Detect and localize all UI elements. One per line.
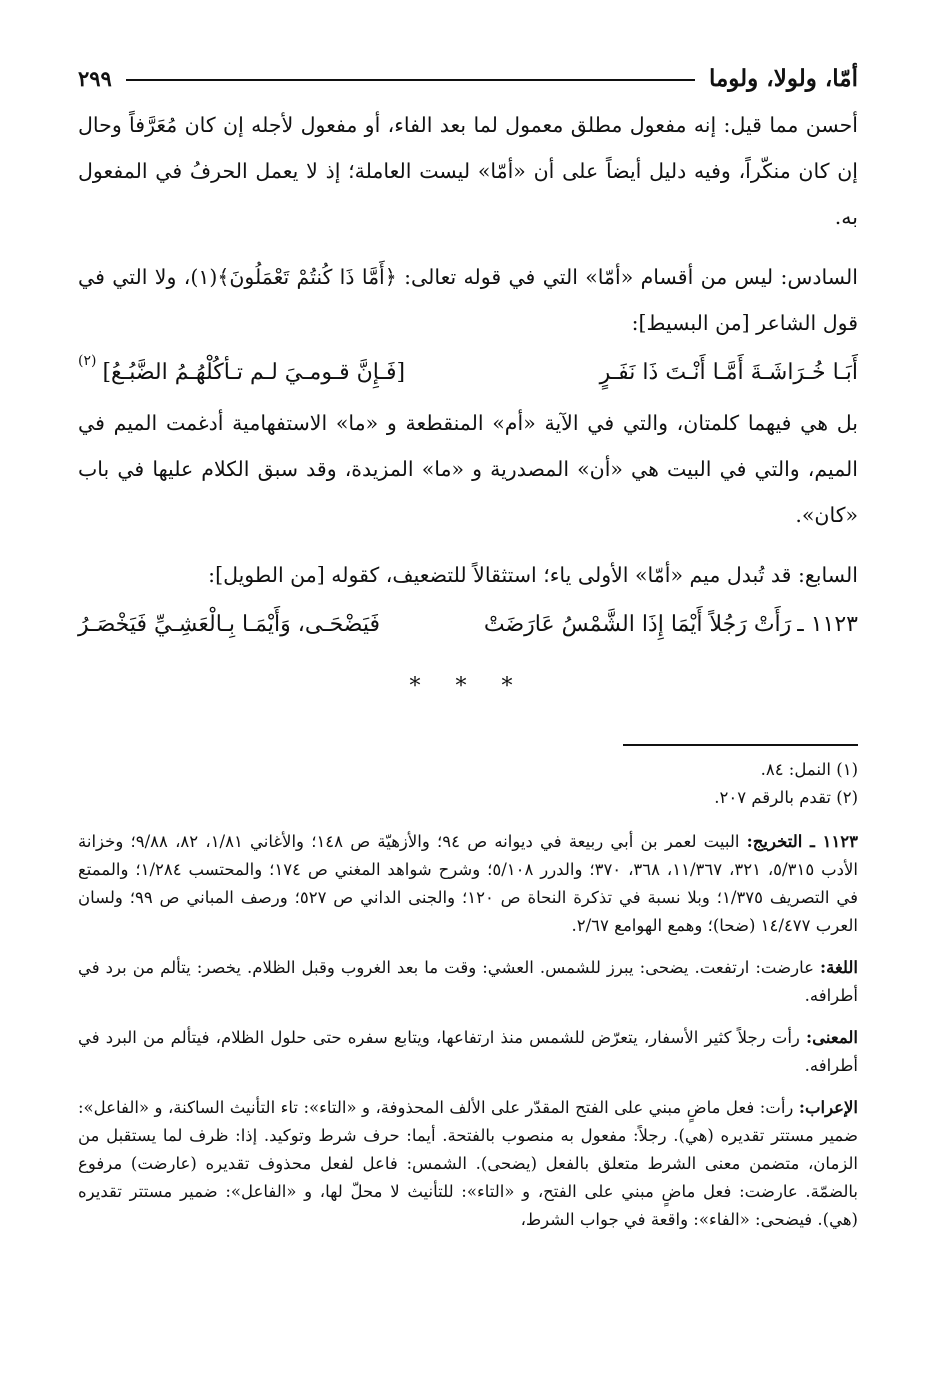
- verse-second-hemistich: فَيَضْحَـى، وَأَيْمَـا بِـالْعَشِـيِّ فَيَخْصَـرُ: [78, 612, 381, 637]
- paragraph: بل هي فيهما كلمتان، والتي في الآية «أم» المنقطعة و «ما» الاستفهامية أدغمت الميم في الميم، والتي في البيت هي «أن» المصدرية و «ما» المزيدة، وقد سبق الكلام عليها في باب «كان».: [78, 411, 858, 527]
- running-header: [78, 58, 858, 98]
- irab-label: الإعراب:: [798, 1098, 859, 1117]
- header-rule: [126, 79, 695, 81]
- irab-text: رأت: فعل ماضٍ مبني على الفتح المقدّر على الألف المحذوفة، و «التاء»: تاء التأنيث الساكنة، و «الفاعل»: ضمير مستتر تقديره (هي). رجلاً: مفعول به منصوب بالفتحة. أيما: حرف شرط وتوكيد. إذا: ظرف لما يستقبل من الزمان، متضمن معنى الشرط متعلق بالفعل (يضحى). الشمس: فاعل لفعل محذوف تقديره (عارضت) مرفوع بالضمّة. عارضت: فعل ماضٍ مبني على الفتح، و «التاء»: للتأنيث لا محلّ لها، و «الفاعل»: ضمير مستتر تقديره (هي). فيضحى: «الفاء»: واقعة في جواب الشرط،: [78, 1098, 858, 1229]
- main-text: [78, 102, 858, 710]
- footnote: (١) النمل: ٨٤.: [760, 760, 858, 779]
- page-number: ٢٩٩: [78, 65, 112, 91]
- running-title: أمّا، ولولا، ولوما: [708, 64, 858, 92]
- verse-first-hemistich: رَأَتْ رَجُلاً أَيْمَا إِذَا الشَّمْسُ عَارَضَتْ: [483, 612, 792, 637]
- paragraph: السابع: قد تُبدل ميم «أمّا» الأولى ياء؛ استثقالاً للتضعيف، كقوله [من الطويل]:: [208, 563, 858, 587]
- verse-line: [78, 598, 858, 652]
- verse-first-hemistich: أَبَـا خُـرَاشَـةَ أَمَّـا أَنْـتَ ذَا نَفَـرٍ: [599, 360, 858, 385]
- paragraph: أحسن مما قيل: إنه مفعول مطلق معمول لما بعد الفاء، أو مفعول لأجله إن كان مُعَرَّفاً وحال إن كان منكّراً، وفيه دليل أيضاً على أن «أمّا» ليست العاملة؛ إذ لا يعمل الحرفُ في المفعول به.: [78, 113, 858, 229]
- footnotes: [78, 756, 858, 812]
- lugha-note: [78, 954, 858, 1010]
- takhrij-text: البيت لعمر بن أبي ربيعة في ديوانه ص ٩٤؛ والأزهيّة ص ١٤٨؛ والأغاني ١/٨١، ٨٢، ٩/٨٨؛ وخزانة الأدب ٥/٣١٥، ٣٢١، ١١/٣٦٧، ٣٦٨، ٣٧٠؛ والدرر ٥/١٠٨؛ وشرح شواهد المغني ص ١٧٤؛ والمحتسب ١/٢٨٤؛ والممتع في التصريف ١/٣٧٥؛ وبلا نسبة في تذكرة النحاة ص ١٢٠؛ والجنى الداني ص ٥٢٧؛ ورصف المباني ص ٩٩؛ ولسان العرب ١٤/٤٧٧ (ضحا)؛ وهمع الهوامع ٢/٦٧.: [78, 832, 858, 935]
- lugha-text: عارضت: ارتفعت. يضحى: يبرز للشمس. العشي: وقت ما بعد الغروب وقبل الظلام. يخصر: يتألم من برد في أطرافه.: [78, 958, 858, 1005]
- verse-second-hemistich: [فَـإِنَّ قـومـيَ لـم تـأكُلْهُـمُ الضَّبُـعُ]: [102, 360, 406, 385]
- takhrij-label: ١١٢٣ ـ التخريج:: [746, 832, 858, 851]
- maana-text: رأت رجلاً كثير الأسفار، يتعرّض للشمس منذ ارتفاعها، ويتابع سفره حتى حلول الظلام، فيتألم من البرد في أطرافه.: [78, 1028, 858, 1075]
- verse-number: ١١٢٣ ـ: [797, 612, 858, 637]
- maana-note: [78, 1024, 858, 1080]
- lugha-label: اللغة:: [820, 958, 858, 977]
- maana-label: المعنى:: [806, 1028, 858, 1047]
- takhrij-note: [78, 828, 858, 940]
- footnote: (٢) تقدم بالرقم ٢٠٧.: [714, 788, 858, 807]
- paragraph: السادس: ليس من أقسام «أمّا» التي في قوله تعالى: ﴿أَمَّا ذَا كُنتُمْ تَعْمَلُونَ﴾(١)، ولا التي في قول الشاعر [من البسيط]:: [78, 265, 858, 335]
- irab-note: [78, 1094, 858, 1234]
- footnote-rule: [623, 744, 858, 746]
- section-separator: * * *: [409, 674, 527, 699]
- footnote-ref: (٢): [78, 353, 97, 369]
- verse-commentary: [78, 828, 858, 1234]
- verse-line: [78, 346, 858, 400]
